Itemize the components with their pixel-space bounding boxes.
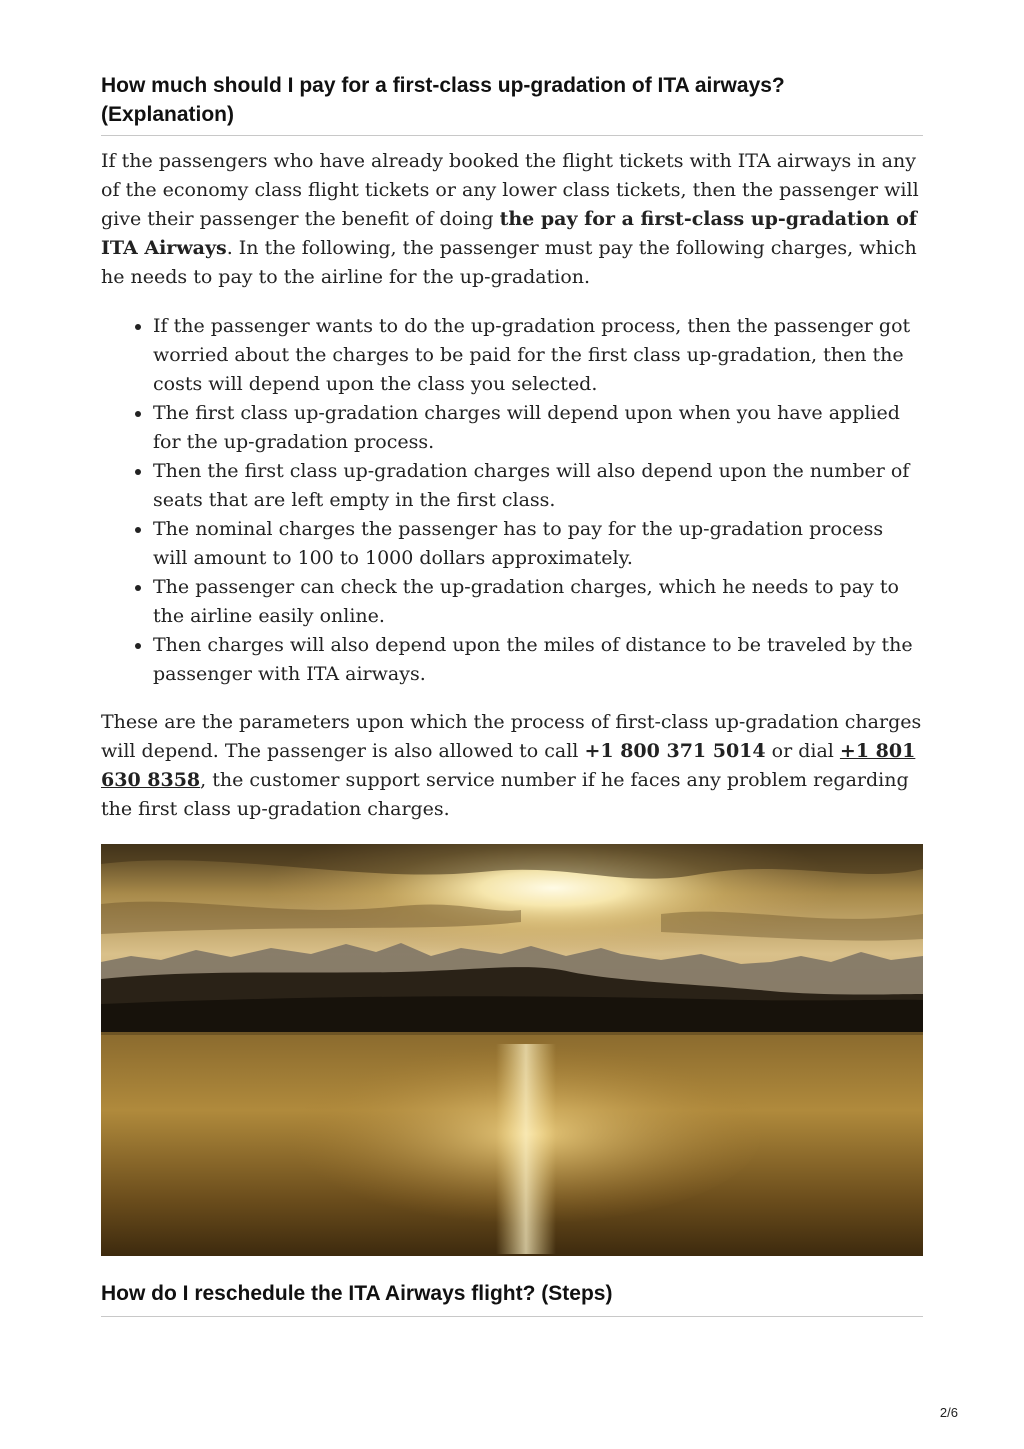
closing-text-1: These are the parameters upon which the process of first-class up-gradation charges will depend. The passenger is also allowed to call	[101, 711, 922, 762]
intro-text-start: If the passengers who have already booked the flight tickets with ITA airways in any of the economy class flight tickets or any lower class tickets, then the passenger will give their passenger the benefit of doing	[101, 150, 919, 230]
list-item: • The passenger can check the up-gradation charges, which he needs to pay to the airline easily online.	[153, 573, 923, 631]
list-item: • If the passenger wants to do the up-gradation process, then the passenger got worried about the charges to be paid for the first class up-gradation, then the costs will depend upon the class you selected.	[153, 312, 923, 399]
intro-paragraph	[101, 147, 923, 292]
list-item: • Then the first class up-gradation charges will also depend upon the number of seats that are left empty in the first class.	[153, 457, 923, 515]
phone-number-link[interactable]: +1 801 630 8358	[101, 740, 916, 791]
intro-text-end: . In the following, the passenger must pay the following charges, which he needs to pay to the airline for the up-gradation.	[101, 237, 917, 288]
list-item: • The nominal charges the passenger has to pay for the up-gradation process will amount to 100 to 1000 dollars approximately.	[153, 515, 923, 573]
list-item: • The first class up-gradation charges will depend upon when you have applied for the up-gradation process.	[153, 399, 923, 457]
list-item: • Then charges will also depend upon the miles of distance to be traveled by the passenger with ITA airways.	[153, 631, 923, 689]
sunset-lake-photo	[101, 844, 923, 1256]
heading-divider	[101, 135, 923, 136]
phone-number-primary: +1 800 371 5014	[584, 740, 766, 762]
closing-text-3: , the customer support service number if he faces any problem regarding the first class up-gradation charges.	[101, 769, 909, 820]
intro-bold-phrase: the pay for a first-class up-gradation of ITA Airways	[101, 208, 917, 259]
section-heading-reschedule: How do I reschedule the ITA Airways flight? (Steps)	[101, 1282, 613, 1305]
closing-paragraph	[101, 708, 923, 824]
heading-divider	[101, 1316, 923, 1317]
charges-bullet-list	[101, 312, 923, 689]
closing-text-2: or dial	[765, 740, 840, 762]
page-number: 2/6	[939, 1405, 958, 1420]
section-heading-upgrade-cost: How much should I pay for a first-class up-gradation of ITA airways? (Explanation)	[101, 74, 785, 126]
